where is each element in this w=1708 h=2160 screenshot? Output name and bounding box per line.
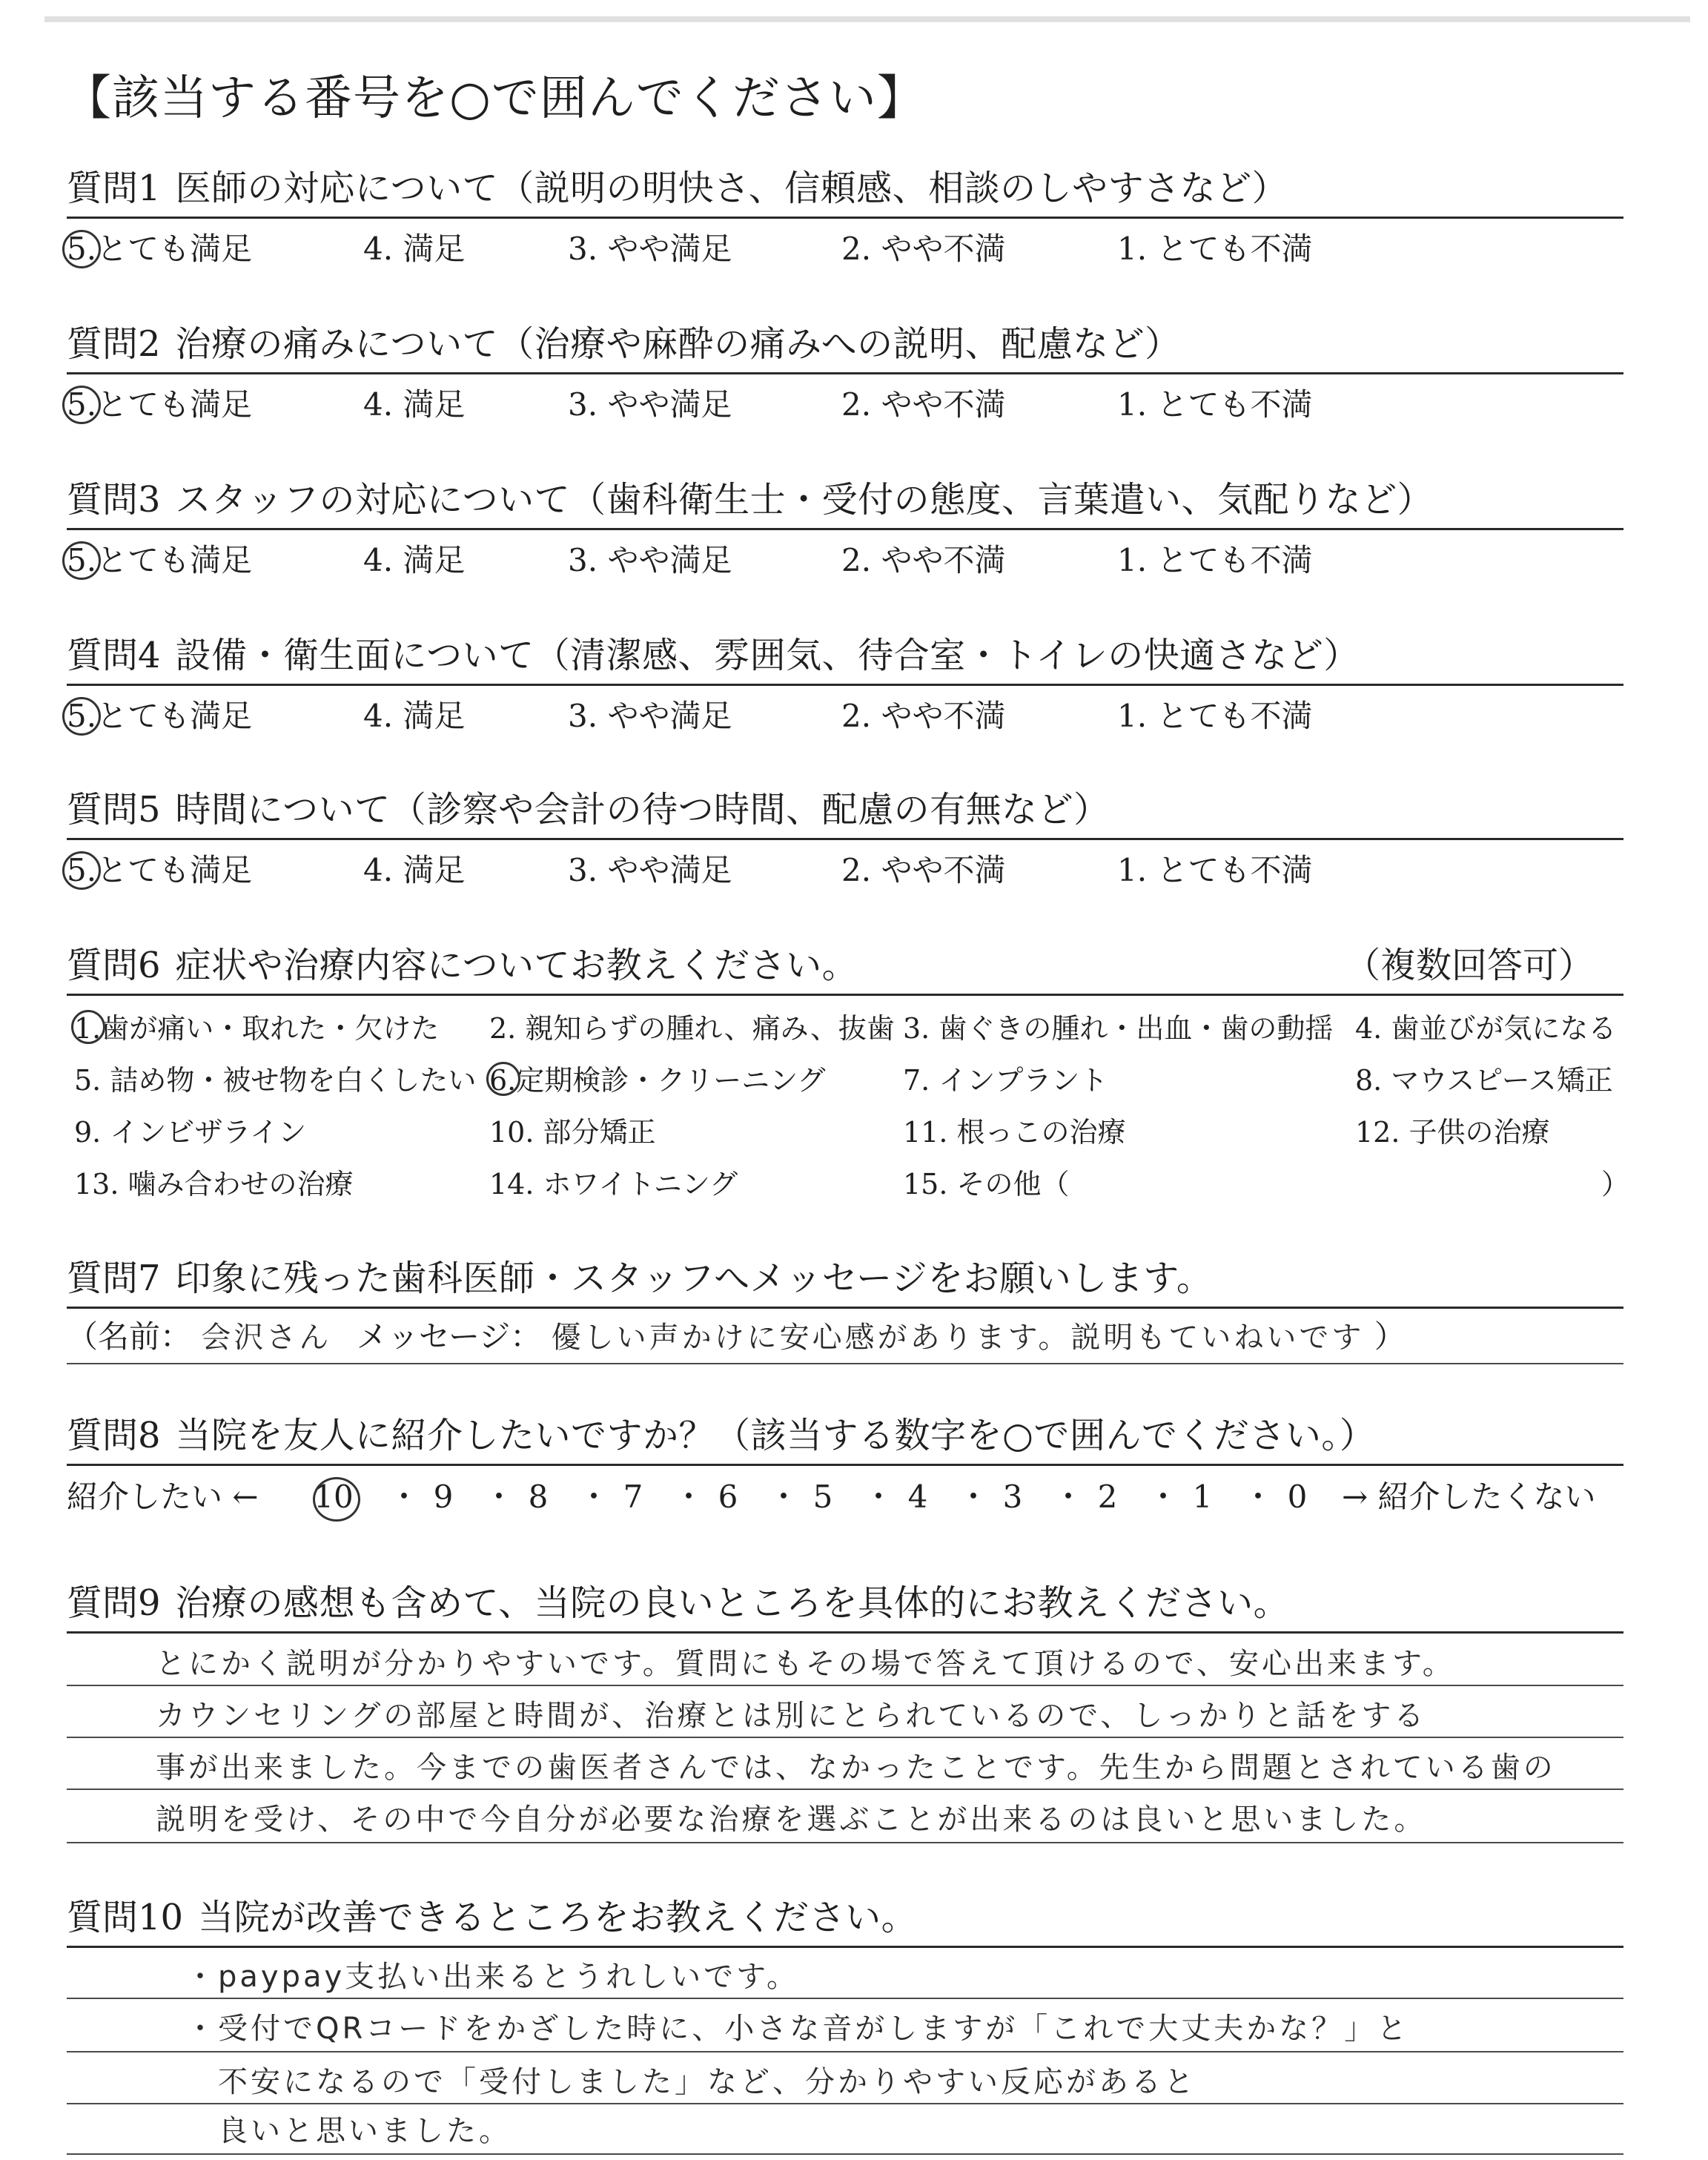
answer-line [67, 2104, 1623, 2157]
symptom-row-3 [67, 1109, 1623, 1155]
divider [67, 2153, 1623, 2155]
option-4[interactable]: 4. 満足 [363, 231, 466, 267]
question-title: 医師の対応について（説明の明快さ、信頼感、相談のしやすさなど） [175, 168, 1288, 209]
divider [67, 1789, 1623, 1790]
scale-separator: ・ [578, 1479, 610, 1515]
option-4[interactable]: 4. 満足 [363, 542, 466, 578]
handwritten-answer[interactable]: ・受付でQRコードをかざした時に、小さな音がしますが「これで大丈夫かな？」と [185, 2012, 1410, 2046]
symptom-option-6[interactable]: 6.定期検診・クリーニング [489, 1057, 826, 1103]
question-number: 質問3 [67, 479, 161, 521]
q2-options [67, 383, 1623, 427]
question-number: 質問2 [67, 323, 161, 365]
question-number: 質問1 [67, 168, 161, 209]
option-5[interactable]: 5.とても満足 [67, 227, 252, 271]
option-2[interactable]: 2. やや不満 [841, 231, 1006, 267]
option-5[interactable]: 5.とても満足 [67, 694, 252, 739]
option-3[interactable]: 3. やや満足 [568, 698, 732, 734]
divider [67, 1946, 1623, 1948]
message-close-paren: ） [1374, 1318, 1406, 1355]
symptom-option-7[interactable]: 7. インプラント [903, 1064, 1108, 1097]
question-2 [67, 320, 1623, 368]
question-title: 症状や治療内容についてお教えください。 [175, 945, 858, 986]
question-number: 質問5 [67, 789, 161, 830]
option-1[interactable]: 1. とても不満 [1117, 542, 1313, 578]
answer-line [67, 1689, 1623, 1742]
scale-left-label: 紹介したい ← [67, 1479, 259, 1515]
question-number: 質問6 [67, 945, 161, 986]
scale-separator: ・ [1148, 1479, 1179, 1515]
handwritten-name[interactable]: 会沢さん [201, 1321, 332, 1355]
option-5[interactable]: 5.とても満足 [67, 383, 252, 427]
answer-line [67, 1741, 1623, 1794]
scale-separator: ・ [768, 1479, 800, 1515]
scale-point-8[interactable]: 8 [528, 1479, 549, 1515]
symptom-option-10[interactable]: 10. 部分矯正 [489, 1116, 656, 1149]
divider [67, 994, 1623, 996]
divider [67, 1998, 1623, 1999]
scale-separator: ・ [483, 1479, 515, 1515]
option-4[interactable]: 4. 満足 [363, 698, 466, 734]
scale-separator: ・ [958, 1479, 990, 1515]
scale-point-3[interactable]: 3 [1002, 1479, 1023, 1515]
option-5[interactable]: 5.とても満足 [67, 538, 252, 583]
divider [67, 1307, 1623, 1309]
question-title: 当院が改善できるところをお教えください。 [198, 1897, 918, 1938]
q1-options [67, 227, 1623, 271]
answer-line [67, 1950, 1623, 2003]
symptom-option-12[interactable]: 12. 子供の治療 [1355, 1116, 1550, 1149]
symptom-option-13[interactable]: 13. 噛み合わせの治療 [74, 1168, 354, 1200]
option-5[interactable]: 5.とても満足 [67, 848, 252, 893]
scale-separator: ・ [673, 1479, 705, 1515]
option-2[interactable]: 2. やや不満 [841, 386, 1006, 423]
divider [67, 1363, 1623, 1364]
handwritten-answer[interactable]: 説明を受け、その中で今自分が必要な治療を選ぶことが出来るのは良いと思いました。 [156, 1803, 1427, 1837]
divider [67, 2051, 1623, 2052]
answer-line [67, 2002, 1623, 2055]
scale-point-2[interactable]: 2 [1097, 1479, 1118, 1515]
question-3 [67, 476, 1623, 524]
symptom-option-2[interactable]: 2. 親知らずの腫れ、痛み、抜歯 [489, 1012, 895, 1045]
scan-edge [44, 16, 1690, 22]
scale-point-1[interactable]: 1 [1192, 1479, 1213, 1515]
option-1[interactable]: 1. とても不満 [1117, 386, 1313, 423]
handwritten-answer[interactable]: カウンセリングの部屋と時間が、治療とは別にとられているので、しっかりと話をする [156, 1699, 1427, 1733]
option-2[interactable]: 2. やや不満 [841, 542, 1006, 578]
divider [67, 684, 1623, 686]
symptom-row-1 [67, 1005, 1623, 1051]
divider [67, 1631, 1623, 1634]
handwritten-answer[interactable]: 不安になるので「受付しました」など、分かりやすい反応があると [185, 2065, 1196, 2099]
scale-right-label: → 紹介したくない [1342, 1479, 1596, 1515]
question-10 [67, 1894, 1623, 1941]
divider [67, 372, 1623, 374]
symptom-option-1[interactable]: 1.歯が痛い・取れた・欠けた [74, 1005, 439, 1051]
answer-line [67, 2055, 1623, 2108]
option-4[interactable]: 4. 満足 [363, 386, 466, 423]
symptom-option-9[interactable]: 9. インビザライン [74, 1116, 307, 1149]
q4-options [67, 694, 1623, 739]
scale-point-10[interactable]: 10 [311, 1473, 356, 1522]
symptom-option-15[interactable]: 15. その他（ [903, 1168, 1070, 1200]
divider [67, 1737, 1623, 1738]
option-3[interactable]: 3. やや満足 [568, 231, 732, 267]
question-number: 質問8 [67, 1415, 161, 1456]
referral-scale [67, 1473, 1623, 1522]
divider [67, 838, 1623, 840]
scale-point-9[interactable]: 9 [433, 1479, 454, 1515]
scale-point-6[interactable]: 6 [718, 1479, 738, 1515]
symptom-option-14[interactable]: 14. ホワイトニング [489, 1168, 738, 1200]
scale-point-7[interactable]: 7 [623, 1479, 643, 1515]
symptom-option-5[interactable]: 5. 詰め物・被せ物を白くしたい [74, 1064, 477, 1097]
option-4[interactable]: 4. 満足 [363, 852, 466, 888]
other-close-paren: ） [1601, 1168, 1630, 1200]
symptom-option-8[interactable]: 8. マウスピース矯正 [1355, 1064, 1613, 1097]
message-label: メッセージ： [356, 1318, 542, 1355]
question-number: 質問10 [67, 1897, 184, 1938]
question-number: 質問9 [67, 1582, 161, 1624]
option-1[interactable]: 1. とても不満 [1117, 698, 1313, 734]
divider [67, 1685, 1623, 1686]
answer-line [67, 1793, 1623, 1846]
option-2[interactable]: 2. やや不満 [841, 698, 1006, 734]
question-1 [67, 165, 1623, 212]
scale-point-0[interactable]: 0 [1287, 1479, 1308, 1515]
q3-options [67, 538, 1623, 583]
handwritten-answer[interactable]: 良いと思いました。 [185, 2114, 512, 2148]
question-6 [67, 942, 1623, 989]
question-title: 印象に残った歯科医師・スタッフへメッセージをお願いします。 [175, 1258, 1213, 1299]
scale-separator: ・ [1242, 1479, 1274, 1515]
symptom-option-3[interactable]: 3. 歯ぐきの腫れ・出血・歯の動揺 [903, 1012, 1334, 1045]
message-line [67, 1312, 1623, 1361]
answer-line [67, 1637, 1623, 1690]
question-title: 時間について（診察や会計の待つ時間、配慮の有無など） [175, 789, 1110, 830]
question-4 [67, 632, 1623, 679]
question-title: 治療の痛みについて（治療や麻酔の痛みへの説明、配慮など） [175, 323, 1181, 365]
symptom-option-11[interactable]: 11. 根っこの治療 [903, 1116, 1126, 1149]
scale-point-4[interactable]: 4 [907, 1479, 928, 1515]
question-5 [67, 786, 1623, 833]
symptom-row-4 [67, 1161, 1630, 1207]
question-title: 当院を友人に紹介したいですか？（該当する数字を○で囲んでください。） [175, 1415, 1376, 1456]
q5-options [67, 848, 1623, 893]
question-title: スタッフの対応について（歯科衛生士・受付の態度、言葉遣い、気配りなど） [175, 479, 1434, 521]
handwritten-message[interactable]: 優しい声かけに安心感があります。説明もていねいです [551, 1321, 1365, 1355]
option-3[interactable]: 3. やや満足 [568, 542, 732, 578]
handwritten-answer[interactable]: 事が出来ました。今までの歯医者さんでは、なかったことです。先生から問題とされている歯の [156, 1751, 1556, 1785]
question-number: 質問4 [67, 635, 161, 676]
question-number: 質問7 [67, 1258, 161, 1299]
page-heading: 【該当する番号を○で囲んでください】 [64, 71, 925, 126]
option-3[interactable]: 3. やや満足 [568, 852, 732, 888]
divider [67, 528, 1623, 530]
scale-separator: ・ [1053, 1479, 1085, 1515]
scale-separator: ・ [388, 1479, 420, 1515]
question-title: 設備・衛生面について（清潔感、雰囲気、待合室・トイレの快適さなど） [175, 635, 1360, 676]
scale-separator: ・ [863, 1479, 895, 1515]
option-1[interactable]: 1. とても不満 [1117, 231, 1313, 267]
divider [67, 217, 1623, 219]
symptom-option-4[interactable]: 4. 歯並びが気になる [1355, 1012, 1617, 1045]
question-7 [67, 1255, 1623, 1302]
option-1[interactable]: 1. とても不満 [1117, 852, 1313, 888]
name-label: （名前： [67, 1318, 192, 1355]
scale-point-5[interactable]: 5 [812, 1479, 833, 1515]
question-9 [67, 1579, 1623, 1627]
option-3[interactable]: 3. やや満足 [568, 386, 732, 423]
symptom-row-2 [67, 1057, 1623, 1103]
handwritten-answer[interactable]: とにかく説明が分かりやすいです。質問にもその場で答えて頂けるので、安心出来ます。 [156, 1647, 1455, 1681]
divider [67, 1842, 1623, 1843]
question-title: 治療の感想も含めて、当院の良いところを具体的にお教えください。 [175, 1582, 1290, 1624]
divider [67, 1464, 1623, 1466]
question-8 [67, 1412, 1623, 1459]
multiple-answer-note: （複数回答可） [1344, 945, 1594, 986]
option-2[interactable]: 2. やや不満 [841, 852, 1006, 888]
handwritten-answer[interactable]: ・paypay支払い出来るとうれしいです。 [185, 1960, 799, 1994]
